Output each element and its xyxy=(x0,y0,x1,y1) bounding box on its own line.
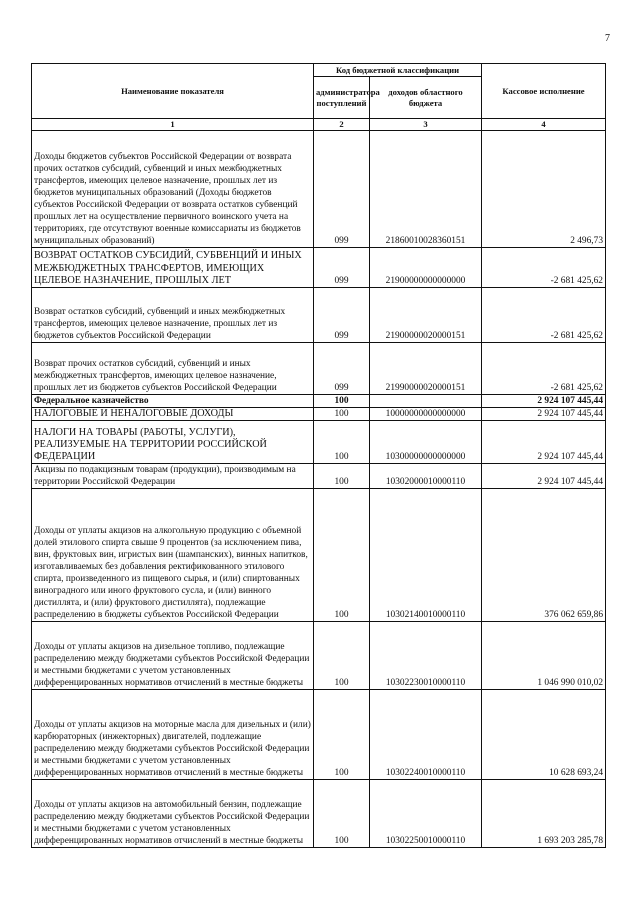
header-admin-code: администратора поступлений xyxy=(314,77,370,119)
row-amount: 10 628 693,24 xyxy=(482,690,606,780)
row-admin-code: 099 xyxy=(314,343,370,395)
table-row xyxy=(32,395,606,408)
row-admin-code: 100 xyxy=(314,489,370,622)
row-amount: 376 062 659,86 xyxy=(482,489,606,622)
row-income-code: 21900000020000151 xyxy=(370,288,482,343)
table-row xyxy=(32,622,606,690)
header-classification-code: Код бюджетной классификации xyxy=(314,64,482,77)
row-name: Доходы бюджетов субъектов Российской Федерации от возврата прочих остатков субсидий, субвенций и иных межбюджетных трансфертов, имеющих целевое назначение, прошлых лет из бюджетов муниципальных образований (Доходы бюджетов субъектов Российской Федерации от возврата остатков субвенций прошлых лет на осуществление первичного воинского учета на территориях, где отсутствуют военные комиссариаты из бюджетов муниципальных образований) xyxy=(32,131,314,248)
row-income-code: 10302230010000110 xyxy=(370,622,482,690)
column-number: 4 xyxy=(482,119,606,131)
row-income-code: 21860010028360151 xyxy=(370,131,482,248)
column-number: 3 xyxy=(370,119,482,131)
column-number: 2 xyxy=(314,119,370,131)
header-cash-execution: Кассовое исполнение xyxy=(482,64,606,119)
row-amount: 1 046 990 010,02 xyxy=(482,622,606,690)
row-name: Доходы от уплаты акцизов на моторные масла для дизельных и (или) карбюраторных (инжекторных) двигателей, подлежащие распределению между бюджетами субъектов Российской Федерации и местными бюджетами с учетом установленных дифференцированных нормативов отчислений в местные бюджеты xyxy=(32,690,314,780)
table-row xyxy=(32,489,606,622)
row-amount: -2 681 425,62 xyxy=(482,248,606,288)
row-admin-code: 099 xyxy=(314,131,370,248)
row-name: Федеральное казначейство xyxy=(32,395,314,408)
row-name: Доходы от уплаты акцизов на алкогольную продукцию с объемной долей этилового спирта свыше 9 процентов (за исключением пива, вин, фруктовых вин, игристых вин (шампанских), винных напитков, изготавливаемых без добавления ректификованного этилового спирта, произведенного из пищевого сырья, и (или) спиртованных виноградного или иного фруктового сусла, и (или) винного дистиллята, и (или) фруктового дистиллята), подлежащие распределению в бюджеты субъектов Российской Федерации xyxy=(32,489,314,622)
row-income-code: 10300000000000000 xyxy=(370,421,482,464)
table-row xyxy=(32,780,606,848)
table-row xyxy=(32,131,606,248)
row-income-code: 21900000000000000 xyxy=(370,248,482,288)
header-income-code: доходов областного бюджета xyxy=(370,77,482,119)
column-number: 1 xyxy=(32,119,314,131)
row-income-code xyxy=(370,395,482,408)
row-amount: 2 924 107 445,44 xyxy=(482,408,606,421)
row-name: Возврат остатков субсидий, субвенций и иных межбюджетных трансфертов, имеющих целевое назначение, прошлых лет из бюджетов субъектов Российской Федерации xyxy=(32,288,314,343)
row-admin-code: 100 xyxy=(314,421,370,464)
table-row xyxy=(32,248,606,288)
page-number: 7 xyxy=(605,33,610,44)
row-income-code: 10302240010000110 xyxy=(370,690,482,780)
row-admin-code: 100 xyxy=(314,622,370,690)
row-admin-code: 100 xyxy=(314,690,370,780)
table-header-row xyxy=(32,64,606,77)
row-name: Возврат прочих остатков субсидий, субвенций и иных межбюджетных трансфертов, имеющих целевое назначение, прошлых лет из бюджетов субъектов Российской Федерации xyxy=(32,343,314,395)
row-income-code: 10302140010000110 xyxy=(370,489,482,622)
row-amount: 2 924 107 445,44 xyxy=(482,395,606,408)
row-amount: 2 924 107 445,44 xyxy=(482,421,606,464)
row-amount: -2 681 425,62 xyxy=(482,343,606,395)
row-name: Акцизы по подакцизным товарам (продукции), производимым на территории Российской Федерации xyxy=(32,464,314,489)
row-name: НАЛОГИ НА ТОВАРЫ (РАБОТЫ, УСЛУГИ), РЕАЛИЗУЕМЫЕ НА ТЕРРИТОРИИ РОССИЙСКОЙ ФЕДЕРАЦИИ xyxy=(32,421,314,464)
table-row xyxy=(32,288,606,343)
row-admin-code: 100 xyxy=(314,780,370,848)
row-amount: 2 496,73 xyxy=(482,131,606,248)
table-row xyxy=(32,408,606,421)
row-amount: -2 681 425,62 xyxy=(482,288,606,343)
table-row xyxy=(32,690,606,780)
row-admin-code: 100 xyxy=(314,408,370,421)
row-name: ВОЗВРАТ ОСТАТКОВ СУБСИДИЙ, СУБВЕНЦИЙ И ИНЫХ МЕЖБЮДЖЕТНЫХ ТРАНСФЕРТОВ, ИМЕЮЩИХ ЦЕЛЕВОЕ НАЗНАЧЕНИЕ, ПРОШЛЫХ ЛЕТ xyxy=(32,248,314,288)
row-amount: 1 693 203 285,78 xyxy=(482,780,606,848)
row-admin-code: 099 xyxy=(314,248,370,288)
row-admin-code: 100 xyxy=(314,395,370,408)
column-number-row xyxy=(32,119,606,131)
table-row xyxy=(32,464,606,489)
row-income-code: 10302250010000110 xyxy=(370,780,482,848)
table-row xyxy=(32,343,606,395)
header-indicator-name: Наименование показателя xyxy=(32,64,314,119)
row-amount: 2 924 107 445,44 xyxy=(482,464,606,489)
row-name: Доходы от уплаты акцизов на дизельное топливо, подлежащие распределению между бюджетами субъектов Российской Федерации и местными бюджетами с учетом установленных дифференцированных нормативов отчислений в местные бюджеты xyxy=(32,622,314,690)
row-admin-code: 100 xyxy=(314,464,370,489)
row-income-code: 10000000000000000 xyxy=(370,408,482,421)
row-admin-code: 099 xyxy=(314,288,370,343)
table-row xyxy=(32,421,606,464)
row-income-code: 10302000010000110 xyxy=(370,464,482,489)
row-name: Доходы от уплаты акцизов на автомобильный бензин, подлежащие распределению между бюджетами субъектов Российской Федерации и местными бюджетами с учетом установленных дифференцированных нормативов отчислений в местные бюджеты xyxy=(32,780,314,848)
row-name: НАЛОГОВЫЕ И НЕНАЛОГОВЫЕ ДОХОДЫ xyxy=(32,408,314,421)
row-income-code: 21990000020000151 xyxy=(370,343,482,395)
budget-execution-table xyxy=(31,63,606,848)
